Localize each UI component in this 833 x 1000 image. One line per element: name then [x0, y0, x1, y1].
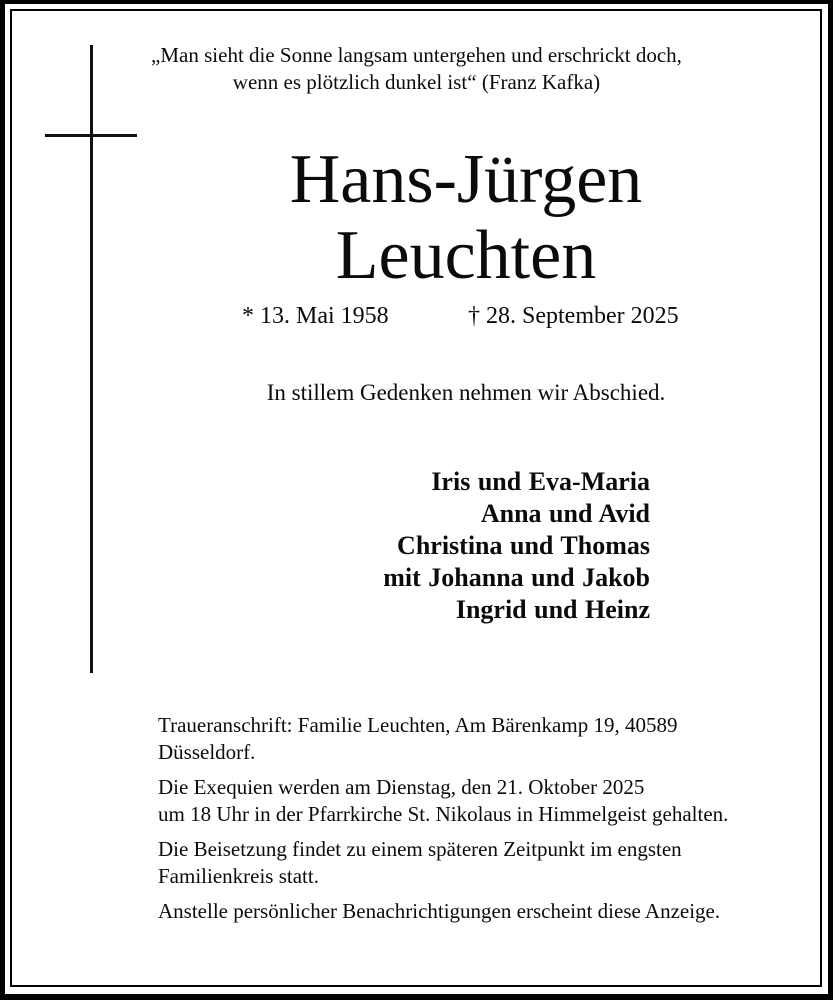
deceased-name — [160, 142, 772, 294]
birth-date: * 13. Mai 1958 — [242, 303, 389, 329]
burial-line1: Die Beisetzung findet zu einem späteren Zeitpunkt im engsten — [158, 837, 682, 861]
mourners-list — [160, 466, 650, 626]
mourning-address-line1: Traueranschrift: Familie Leuchten, Am Bärenkamp 19, 40589 — [158, 713, 678, 737]
memorial-cross-vertical-bar — [90, 45, 93, 673]
deceased-first-name: Hans-Jürgen — [289, 141, 643, 218]
mourning-address-line2: Düsseldorf. — [158, 740, 256, 764]
deceased-last-name: Leuchten — [335, 217, 597, 294]
memorial-cross-horizontal-bar — [45, 134, 137, 137]
burial-line2: Familienkreis statt. — [158, 864, 319, 888]
notification-line1: Anstelle persönlicher Benachrichtigungen erscheint diese Anzeige. — [158, 899, 721, 923]
funeral-notes — [158, 712, 782, 925]
mourner-name: Iris und Eva-Maria — [431, 467, 650, 496]
mourner-name: mit Johanna und Jakob — [383, 563, 650, 592]
burial-paragraph — [158, 836, 782, 890]
farewell-text: In stillem Gedenken nehmen wir Abschied. — [266, 380, 666, 405]
mourning-address-paragraph — [158, 712, 782, 766]
epigraph-quote-line1: „Man sieht die Sonne langsam untergehen und erschrickt doch, — [151, 43, 682, 67]
exequies-paragraph — [158, 774, 782, 828]
notification-paragraph — [158, 898, 782, 925]
mourner-name: Ingrid und Heinz — [455, 595, 650, 624]
exequies-line1: Die Exequien werden am Dienstag, den 21. Oktober 2025 — [158, 775, 645, 799]
epigraph-quote — [0, 42, 833, 96]
mourner-name: Anna und Avid — [480, 499, 650, 528]
exequies-line2: um 18 Uhr in der Pfarrkirche St. Nikolaus in Himmelgeist gehalten. — [158, 802, 729, 826]
epigraph-quote-line2: wenn es plötzlich dunkel ist“ (Franz Kafka) — [232, 70, 601, 94]
death-date: † 28. September 2025 — [468, 303, 679, 329]
mourner-name: Christina und Thomas — [397, 531, 650, 560]
